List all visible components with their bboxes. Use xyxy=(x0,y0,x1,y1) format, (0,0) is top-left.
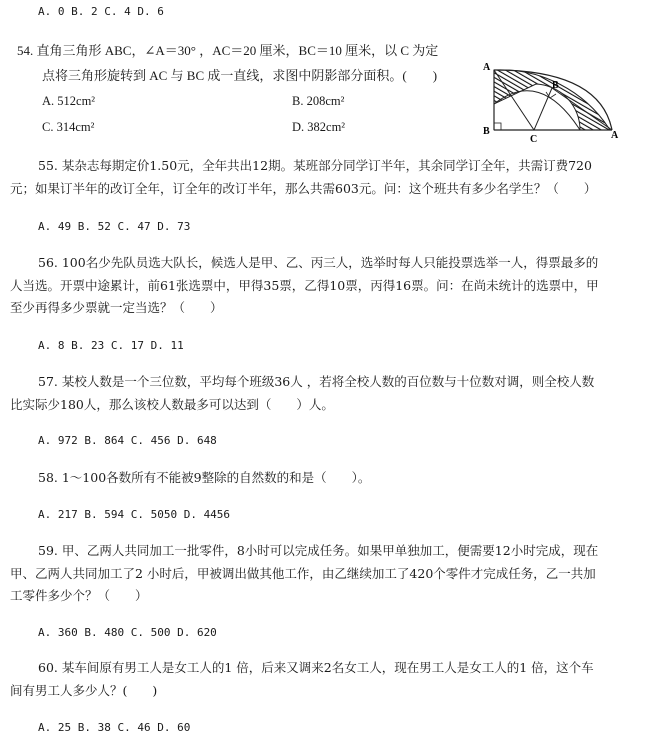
label-b-rotated: B xyxy=(552,80,559,91)
triangle-rotation-figure xyxy=(480,56,640,146)
question-54-option-a: A. 512cm² xyxy=(42,94,96,108)
question-58-options: A. 217 B. 594 C. 5050 D. 4456 xyxy=(38,508,231,521)
label-a-top: A xyxy=(483,62,491,73)
question-56-line-3: 至少再得多少票就一定当选？（ ） xyxy=(10,300,223,315)
question-58-line-1: 58. 1～100各数所有不能被9整除的自然数的和是（ ）。 xyxy=(38,470,371,485)
question-59-line-3: 工零件多少个？（ ） xyxy=(10,588,148,603)
label-a-right: A xyxy=(611,130,619,141)
question-54-line-2: 点将三角形旋转到 AC 与 BC 成一直线，求图中阴影部分面积。( ) xyxy=(42,68,438,83)
question-59-line-1: 59. 甲、乙两人共同加工一批零件，8小时可以完成任务。如果甲单独加工，便需要12小时完成，现在 xyxy=(38,543,599,558)
label-b: B xyxy=(483,126,490,137)
question-60-line-2: 间有男工人多少人？( ) xyxy=(10,683,158,698)
question-55-options: A. 49 B. 52 C. 47 D. 73 xyxy=(38,220,191,233)
question-60-options: A. 25 B. 38 C. 46 D. 60 xyxy=(38,721,191,734)
question-56-line-1: 56. 100名少先队员选大队长，候选人是甲、乙、丙三人，选举时每人只能投票选举一人，得票最多的 xyxy=(38,255,599,270)
question-55-line-1: 55. 某杂志每期定价1.50元，全年共出12期。某班部分同学订半年，其余同学订全年，共需订费720 xyxy=(38,158,592,173)
question-54-line-1: 54. 直角三角形 ABC，∠A＝30° ，AC＝20 厘米，BC＝10 厘米，以 C 为定 xyxy=(17,43,439,58)
question-56-options: A. 8 B. 23 C. 17 D. 11 xyxy=(38,339,184,352)
question-54-option-c: C. 314cm² xyxy=(42,120,95,134)
shaded-region xyxy=(494,70,610,130)
question-57-line-2: 比实际少180人，那么该校人数最多可以达到（ ）人。 xyxy=(10,397,334,412)
question-59-line-2: 甲、乙两人共同加工了2 小时后，甲被调出做其他工作，由乙继续加工了420个零件才完成任务，乙一共加 xyxy=(10,566,596,581)
question-54-option-b: B. 208cm² xyxy=(292,94,345,108)
question-57-options: A. 972 B. 864 C. 456 D. 648 xyxy=(38,434,217,447)
question-55-line-2: 元；如果订半年的改订全年，订全年的改订半年，那么共需603元。问：这个班共有多少名学生？（ ） xyxy=(10,181,597,196)
previous-question-options: A. 0 B. 2 C. 4 D. 6 xyxy=(38,5,164,18)
question-54-option-d: D. 382cm² xyxy=(292,120,346,134)
question-59-options: A. 360 B. 480 C. 500 D. 620 xyxy=(38,626,217,639)
label-c: C xyxy=(530,134,538,145)
question-60-line-1: 60. 某车间原有男工人是女工人的1 倍，后来又调来2名女工人，现在男工人是女工人的1 倍，这个车 xyxy=(38,660,594,675)
question-56-line-2: 人当选。开票中途累计，前61张选票中，甲得35票，乙得10票，丙得16票。问：在尚未统计的选票中，甲 xyxy=(10,278,599,293)
question-57-line-1: 57. 某校人数是一个三位数，平均每个班级36人 ，若将全校人数的百位数与十位数对调，则全校人数 xyxy=(38,374,595,389)
